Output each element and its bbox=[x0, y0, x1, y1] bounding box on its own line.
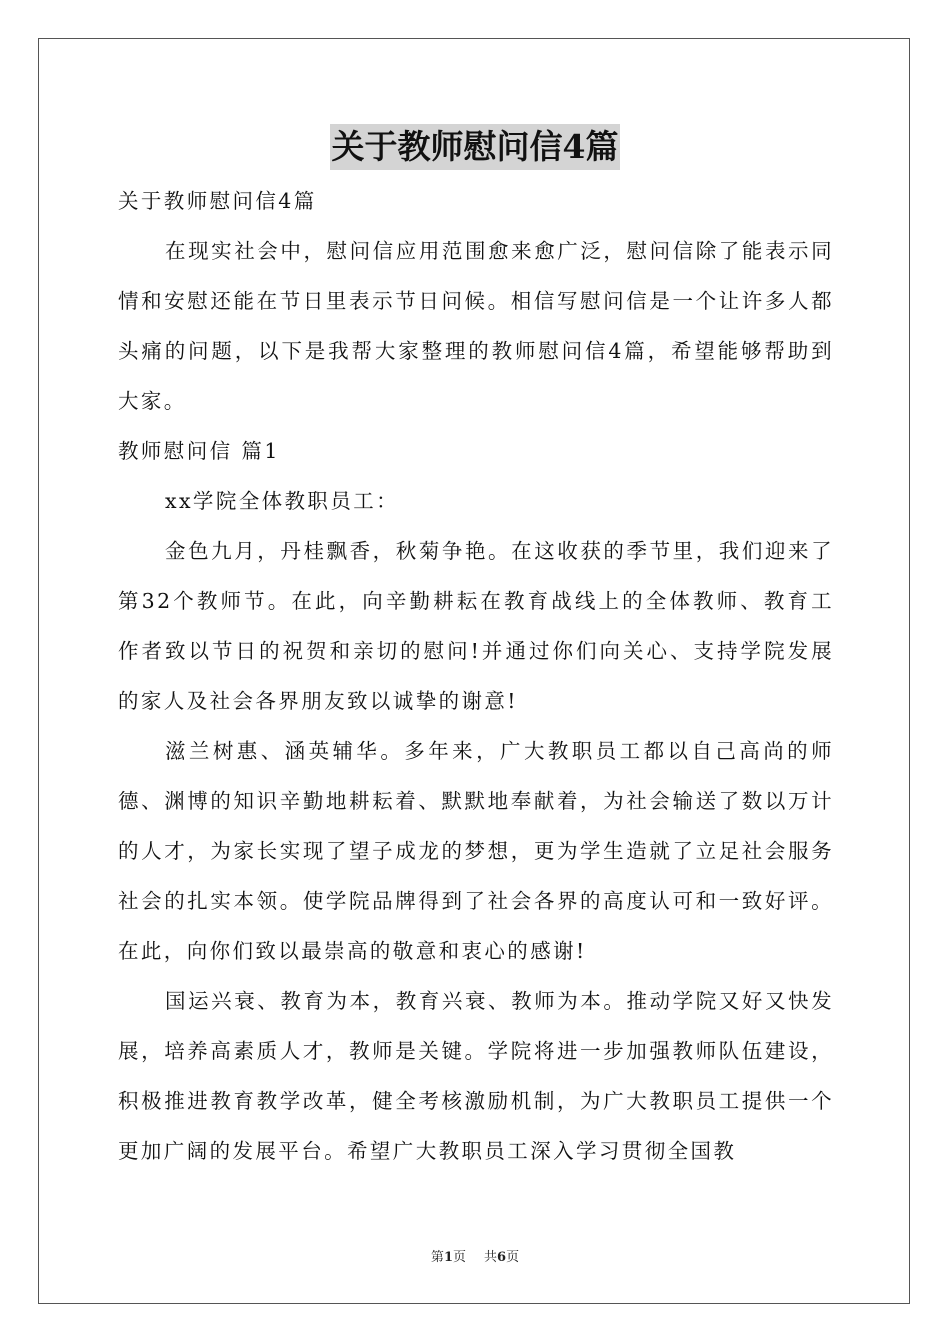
total-suffix: 页 bbox=[506, 1250, 520, 1265]
paragraph-body-2: 滋兰树惠、涵英辅华。多年来，广大教职员工都以自己高尚的师德、渊博的知识辛勤地耕耘着、默默地奉献着，为社会输送了数以万计的人才，为家长实现了望子成龙的梦想，更为学生造就了立足社会服务社会的扎实本领。使学院品牌得到了社会各界的高度认可和一致好评。在此，向你们致以最崇高的敬意和衷心的感谢! bbox=[118, 739, 834, 963]
paragraph-intro: 在现实社会中，慰问信应用范围愈来愈广泛，慰问信除了能表示同情和安慰还能在节日里表示节日问候。相信写慰问信是一个让许多人都头痛的问题，以下是我帮大家整理的教师慰问信4篇，希望能够帮助到大家。 bbox=[118, 239, 834, 413]
page-number: 1 bbox=[443, 1250, 453, 1265]
paragraph-body-3: 国运兴衰、教育为本，教育兴衰、教师为本。推动学院又好又快发展，培养高素质人才，教师是关键。学院将进一步加强教师队伍建设，积极推进教育教学改革，健全考核激励机制，为广大教职员工提供一个更加广阔的发展平台。希望广大教职员工深入学习贯彻全国教 bbox=[118, 989, 834, 1163]
page-suffix: 页 bbox=[452, 1250, 466, 1265]
total-pages: 6 bbox=[497, 1250, 507, 1265]
total-prefix: 共 bbox=[484, 1250, 498, 1265]
page-prefix: 第 bbox=[430, 1250, 444, 1265]
document-body bbox=[118, 176, 834, 1176]
paragraph-body-1: 金色九月，丹桂飘香，秋菊争艳。在这收获的季节里，我们迎来了第32个教师节。在此，向辛勤耕耘在教育战线上的全体教师、教育工作者致以节日的祝贺和亲切的慰问!并通过你们向关心、支持学院发展的家人及社会各界朋友致以诚挚的谢意! bbox=[118, 539, 834, 713]
paragraph-subtitle: 关于教师慰问信4篇 bbox=[118, 189, 317, 213]
section-heading: 教师慰问信 篇1 bbox=[118, 439, 280, 463]
letter-salutation: xx学院全体教职员工： bbox=[165, 489, 400, 513]
document-title: 关于教师慰问信4篇 bbox=[330, 124, 621, 170]
page-footer bbox=[0, 1246, 950, 1265]
title-container bbox=[0, 124, 950, 170]
